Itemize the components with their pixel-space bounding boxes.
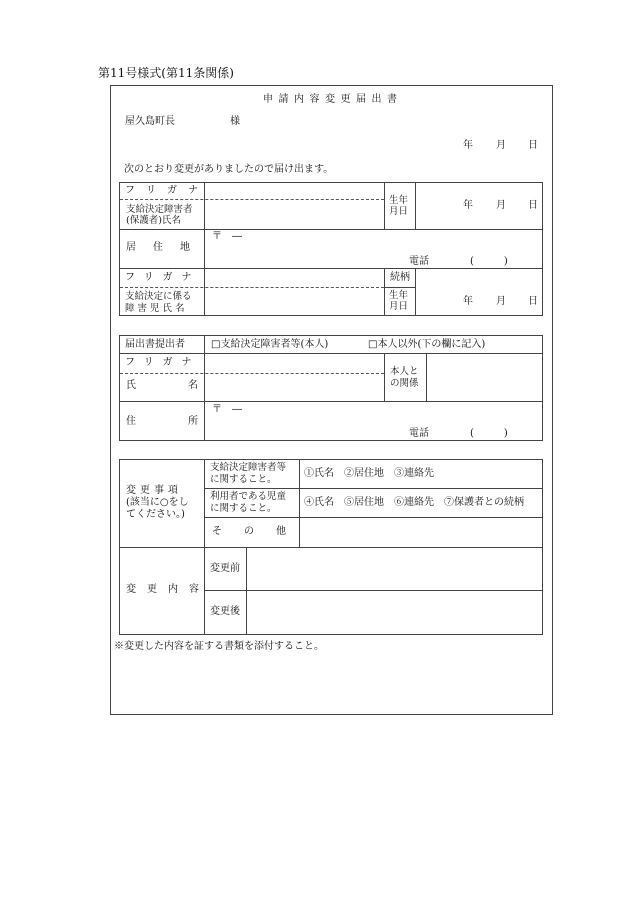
postal-mark: 〒 ― xyxy=(212,231,242,242)
row3-label: その他 xyxy=(212,526,308,537)
date-year: 年 xyxy=(463,140,473,151)
option-self-checkbox[interactable]: □支給決定障害者等(本人) xyxy=(211,339,329,350)
child-birth-day: 日 xyxy=(528,296,538,307)
row1-label-1: 支給決定障害者等 xyxy=(210,462,287,473)
row-divider xyxy=(120,401,542,402)
submitter-label: 届出書提出者 xyxy=(125,339,185,350)
date-day: 日 xyxy=(528,140,538,151)
name-label: 氏名 xyxy=(126,380,250,391)
recipient-label-2: (保護者)氏名 xyxy=(126,215,181,226)
relation-divider xyxy=(385,287,415,288)
row-divider xyxy=(205,590,542,591)
row2-label-1: 利用者である児童 xyxy=(210,491,287,502)
birth-column-divider xyxy=(415,183,416,229)
furigana-label-2: フリガナ xyxy=(125,272,201,283)
relation-column-divider xyxy=(426,354,427,401)
row-divider xyxy=(120,229,542,230)
phone-label: 電話 xyxy=(409,256,429,267)
relation-label-1: 本人と xyxy=(390,366,419,377)
row-divider xyxy=(205,488,542,489)
row-divider xyxy=(120,268,542,269)
child-birth-month: 月 xyxy=(496,296,506,307)
furigana-divider xyxy=(120,373,384,374)
child-label-1: 支給決定に係る xyxy=(125,291,192,302)
address-label: 居住地 xyxy=(126,242,207,253)
attachment-note: ※変更した内容を証する書類を添付すること。 xyxy=(114,641,324,652)
birth-year: 年 xyxy=(463,200,473,211)
furigana-label: フ リ ガ ナ xyxy=(125,185,198,196)
relationship-label: 続柄 xyxy=(390,272,410,283)
furigana-divider xyxy=(120,199,384,200)
child-birth-year: 年 xyxy=(463,296,473,307)
relation-column-divider xyxy=(384,354,385,401)
furigana-label-3: フリガナ xyxy=(125,357,201,368)
after-label: 変更後 xyxy=(210,606,240,617)
relation-label-2: の関係 xyxy=(390,378,419,389)
intro-text: 次のとおり変更がありましたので届け出ます。 xyxy=(124,164,334,175)
postal-mark-2: 〒 ― xyxy=(212,404,242,415)
row1-options[interactable]: ①氏名 ②居住地 ③連絡先 xyxy=(304,468,434,479)
birth-day: 日 xyxy=(528,200,538,211)
change-content-label: 変更内容 xyxy=(126,584,210,595)
recipient-label-1: 支給決定障害者 xyxy=(126,204,193,215)
addressee-name: 屋久島町長 xyxy=(125,116,175,127)
child-birth-label-2: 月日 xyxy=(389,301,409,312)
change-items-label-3: てください。) xyxy=(126,509,185,520)
phone-parens: ( ) xyxy=(470,256,518,267)
row2-label-2: に関すること。 xyxy=(210,503,277,514)
change-items-label-2: (該当に○をし xyxy=(126,497,189,508)
row-divider xyxy=(120,353,542,354)
birth-label-2: 月日 xyxy=(389,206,409,217)
form-title: 申請内容変更届出書 xyxy=(263,94,403,105)
birth-column-divider xyxy=(415,269,416,315)
before-after-divider xyxy=(246,548,247,634)
phone-label-2: 電話 xyxy=(409,428,429,439)
birth-column-divider xyxy=(384,269,385,315)
before-label: 変更前 xyxy=(210,563,240,574)
form-number: 第11号様式(第11条関係) xyxy=(98,66,234,80)
birth-column-divider xyxy=(384,183,385,229)
birth-label-1: 生年 xyxy=(389,195,409,206)
birth-month: 月 xyxy=(496,200,506,211)
row-divider xyxy=(205,517,542,518)
child-birth-label-1: 生年 xyxy=(389,290,409,301)
address-label-2: 住所 xyxy=(126,416,250,427)
row2-options[interactable]: ④氏名 ⑤居住地 ⑥連絡先 ⑦保護者との続柄 xyxy=(304,497,524,508)
row1-label-2: に関すること。 xyxy=(210,474,277,485)
change-items-label-1: 変更事項 xyxy=(126,485,182,496)
row-divider xyxy=(120,547,542,548)
addressee-honorific: 様 xyxy=(230,116,240,127)
child-label-2: 障害児氏名 xyxy=(125,303,188,314)
phone-parens-2: ( ) xyxy=(470,428,518,439)
option-other-checkbox[interactable]: □本人以外(下の欄に記入) xyxy=(368,339,486,350)
date-month: 月 xyxy=(496,140,506,151)
furigana-divider xyxy=(120,287,384,288)
